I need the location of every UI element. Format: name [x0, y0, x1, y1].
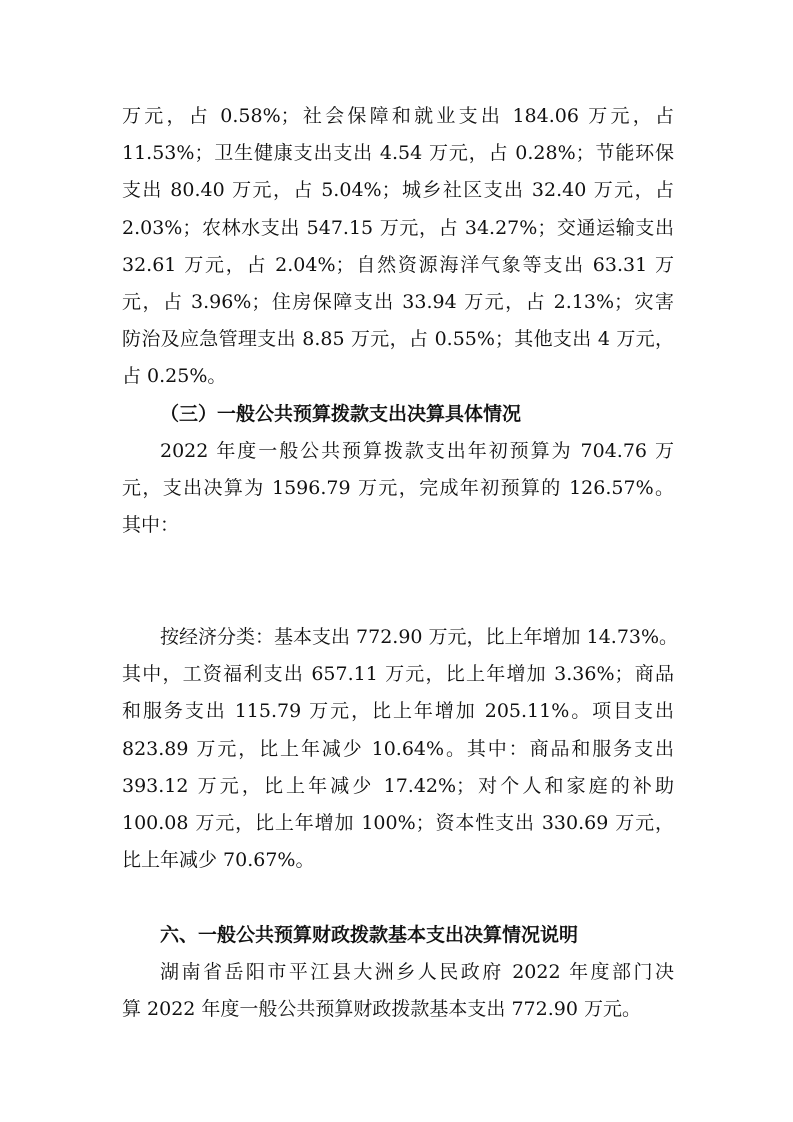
text-line: 元，支出决算为 1596.79 万元，完成年初预算的 126.57%。	[122, 477, 674, 500]
text-line: 其中，工资福利支出 657.11 万元，比上年增加 3.36%；商品	[122, 663, 674, 686]
paragraph-budget-summary	[122, 433, 674, 545]
text-line: 393.12 万元，比上年减少 17.42%；对个人和家庭的补助	[122, 774, 674, 797]
section-heading-6	[122, 917, 674, 954]
text-line: 和服务支出 115.79 万元，比上年增加 205.11%。项目支出	[122, 700, 674, 723]
paragraph-basic-expenditure	[122, 954, 674, 1028]
text-line: 32.61 万元，占 2.04%；自然资源海洋气象等支出 63.31 万	[122, 253, 674, 276]
text-line: 其中：	[122, 514, 180, 537]
text-line: 元，占 3.96%；住房保障支出 33.94 万元，占 2.13%；灾害	[122, 290, 674, 313]
text-line: 100.08 万元，比上年增加 100%；资本性支出 330.69 万元，	[122, 811, 674, 834]
text-line: 算 2022 年度一般公共预算财政拨款基本支出 772.90 万元。	[122, 998, 641, 1021]
text-line: 比上年减少 70.67%。	[122, 849, 315, 872]
text-line: 按经济分类：基本支出 772.90 万元，比上年增加 14.73%。	[160, 626, 679, 648]
text-line: 2022 年度一般公共预算拨款支出年初预算为 704.76 万	[160, 440, 674, 462]
section-heading-3	[122, 396, 674, 433]
paragraph-expenditure-breakdown	[122, 98, 674, 396]
text-line: 支出 80.40 万元，占 5.04%；城乡社区支出 32.40 万元，占	[122, 179, 674, 202]
text-line: 万元，占 0.58%；社会保障和就业支出 184.06 万元，占	[122, 105, 674, 127]
text-line: 823.89 万元，比上年减少 10.64%。其中：商品和服务支出	[122, 737, 674, 760]
text-line: 湖南省岳阳市平江县大洲乡人民政府 2022 年度部门决	[160, 961, 674, 983]
heading-text: （三）一般公共预算拨款支出决算具体情况	[160, 403, 522, 425]
paragraph-economic-classification	[122, 619, 679, 879]
text-line: 11.53%；卫生健康支出支出 4.54 万元，占 0.28%；节能环保	[122, 142, 674, 165]
heading-text: 六、一般公共预算财政拨款基本支出决算情况说明	[160, 924, 579, 946]
text-line: 占 0.25%。	[122, 365, 227, 388]
text-line: 防治及应急管理支出 8.85 万元，占 0.55%；其他支出 4 万元，	[122, 328, 674, 351]
text-line: 2.03%；农林水支出 547.15 万元，占 34.27%；交通运输支出	[122, 216, 674, 239]
